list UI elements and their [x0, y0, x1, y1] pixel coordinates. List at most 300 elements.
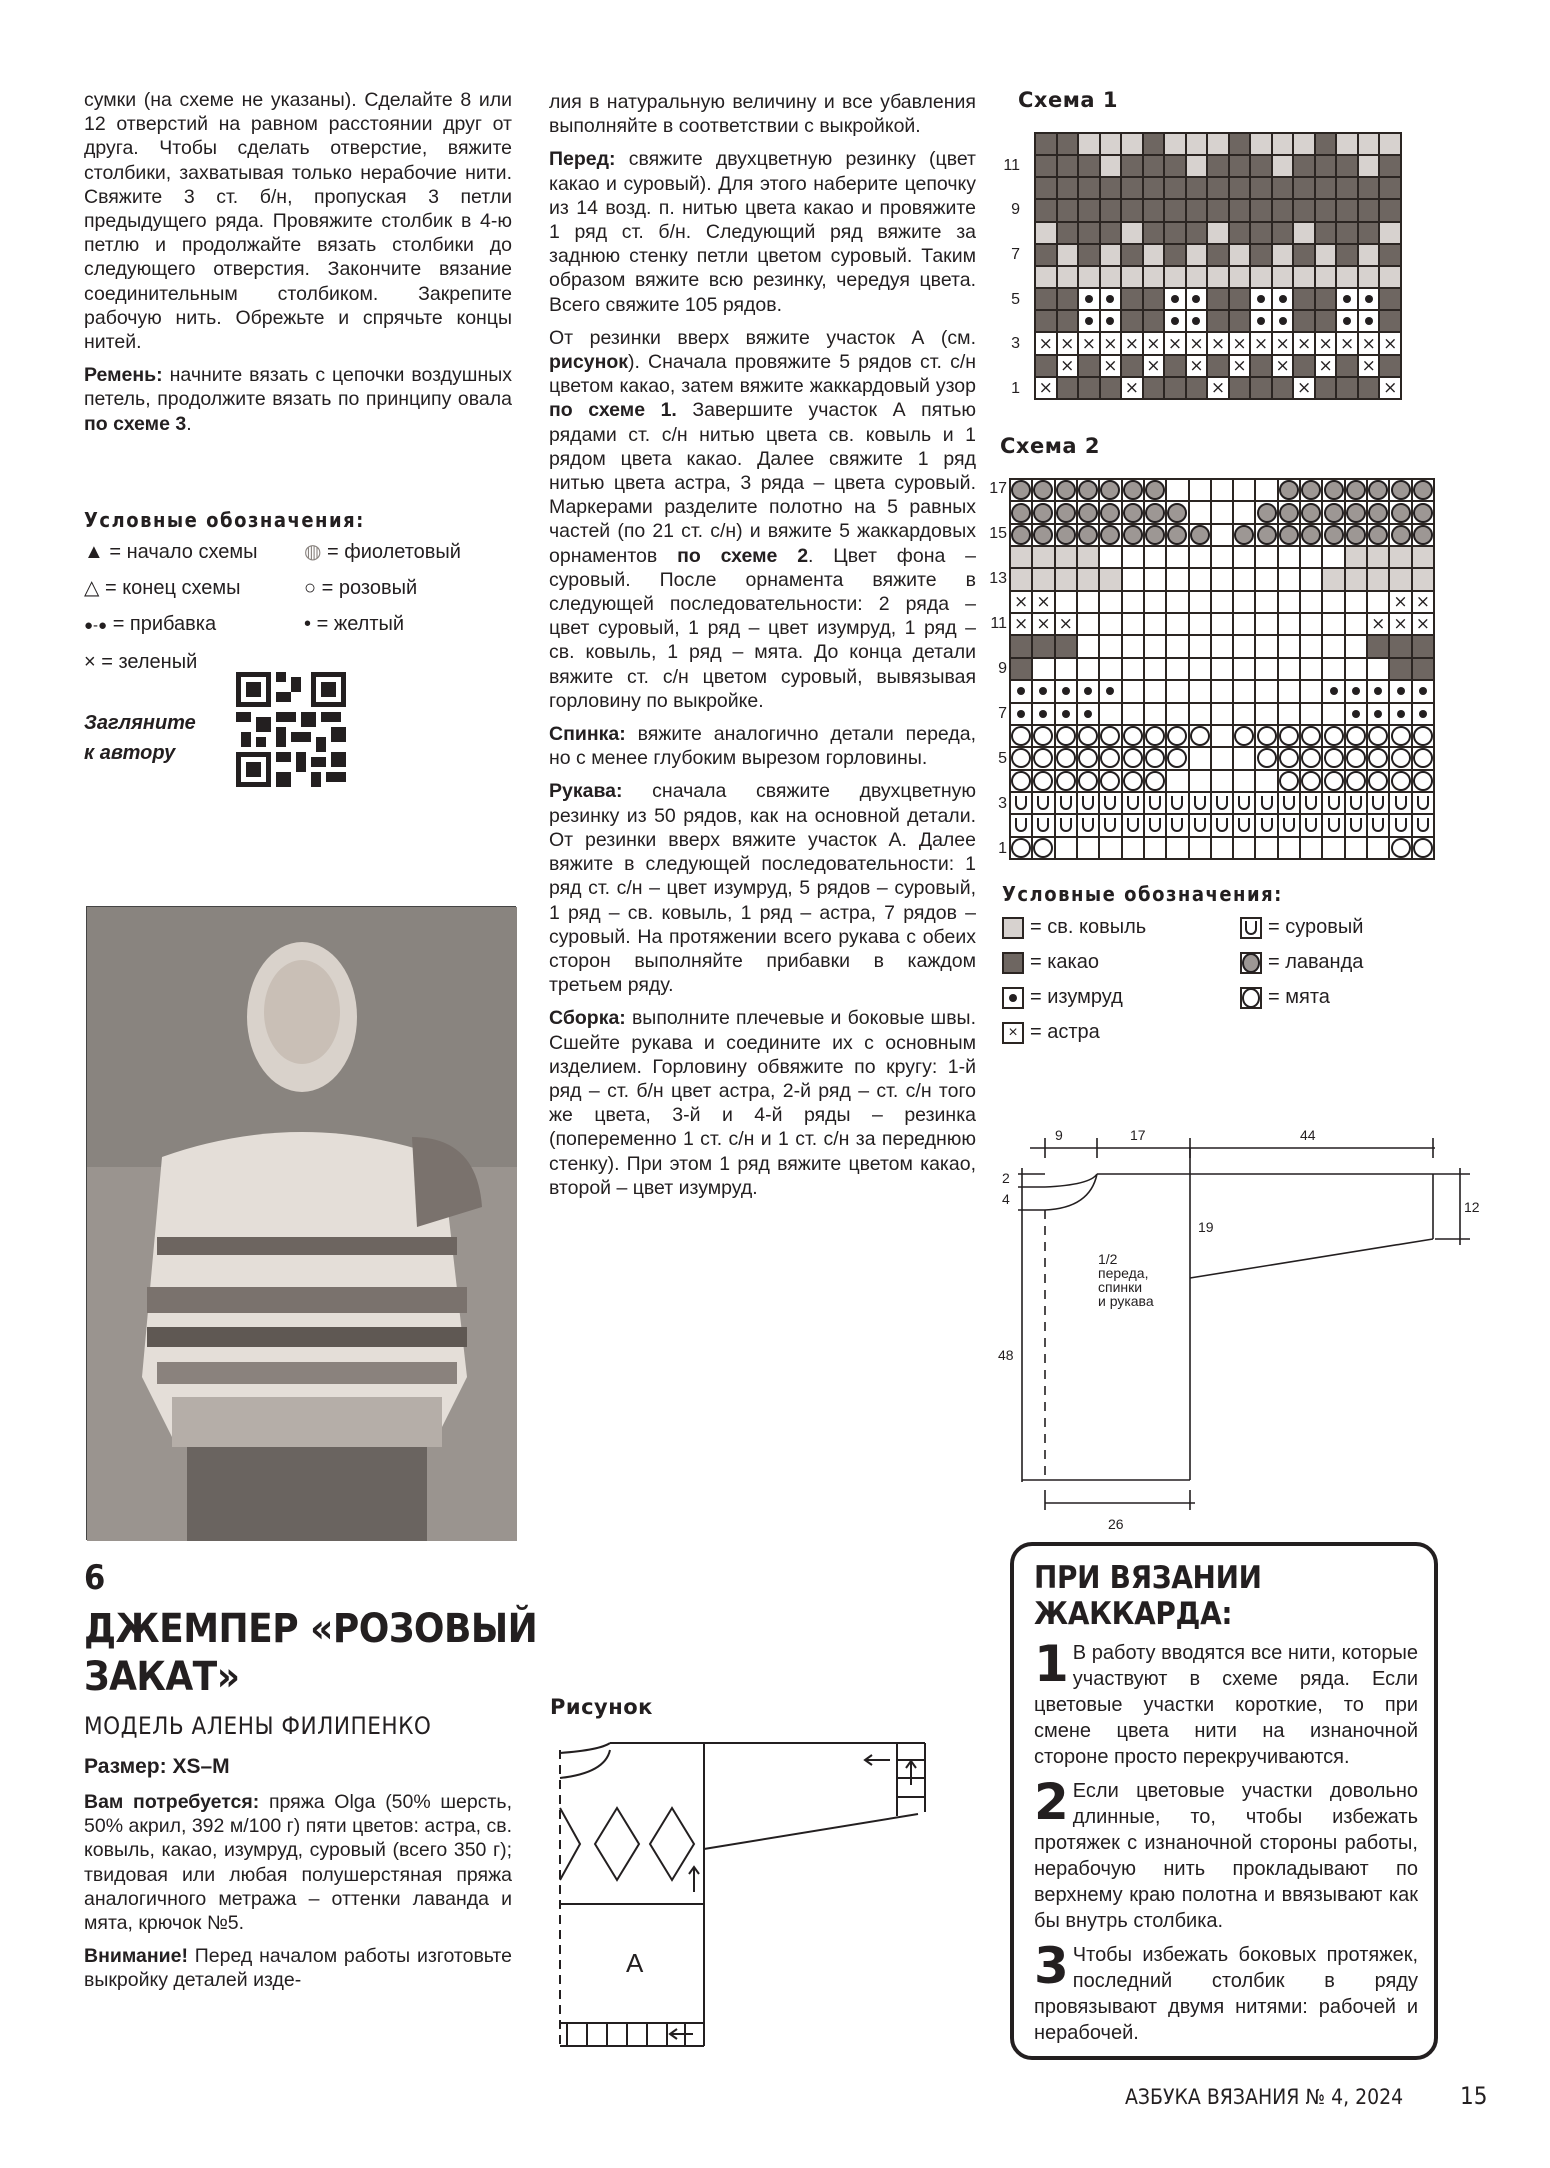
chart-cell: [1346, 547, 1366, 567]
chart-cell: [1323, 502, 1343, 522]
chart-cell: [1337, 267, 1357, 287]
row-number-label: 11: [1003, 156, 1020, 174]
dim-cuff: 12: [1464, 1199, 1480, 1215]
chart-cell: ×: [1316, 333, 1336, 353]
project-number: 6: [84, 1558, 106, 1598]
chart-cell: [1122, 289, 1142, 309]
chart-cell: [1212, 793, 1232, 813]
chart-cell: [1273, 156, 1293, 176]
chart-cell: [1301, 793, 1321, 813]
chart-cell: [1234, 480, 1254, 500]
chart-cell: [1368, 838, 1388, 858]
chart-cell: [1251, 223, 1271, 243]
legend-item-lavender: = лаванда: [1240, 945, 1363, 980]
pattern-schematic: [990, 1110, 1480, 1532]
chart-cell: [1234, 815, 1254, 835]
chart-cell: [1316, 245, 1336, 265]
tip-number: 2: [1034, 1773, 1069, 1831]
chart-cell: [1078, 502, 1098, 522]
chart-cell: [1123, 704, 1143, 724]
chart-cell: [1078, 547, 1098, 567]
chart-cell: [1390, 569, 1410, 589]
chart-cell: [1056, 569, 1076, 589]
dim-neck-back: 2: [1002, 1170, 1010, 1186]
row-number-label: 11: [990, 615, 1007, 633]
chart-cell: [1100, 592, 1120, 612]
chart-cell: [1011, 569, 1031, 589]
pattern-label: 1/2: [1098, 1251, 1118, 1267]
chart-cell: ×: [1036, 333, 1056, 353]
chart-cell: [1036, 356, 1056, 376]
chart-cell: [1256, 592, 1276, 612]
chart-cell: [1122, 267, 1142, 287]
chart-cell: [1208, 178, 1228, 198]
legend-end-item: △ = конец схемы: [84, 577, 241, 599]
row-number-label: 7: [998, 704, 1007, 722]
chart-cell: ×: [1187, 356, 1207, 376]
chart-cell: [1346, 726, 1366, 746]
attention-paragraph: Внимание! Перед началом работы изготовьте выкройку деталей изде-: [84, 1945, 512, 1992]
row-number-label: 9: [1011, 201, 1020, 219]
chart-cell: [1380, 200, 1400, 220]
project-title: ДЖЕМПЕР «РОЗОВЫЙ ЗАКАТ»: [84, 1606, 538, 1700]
chart-cell: [1101, 289, 1121, 309]
chart-cell: [1368, 815, 1388, 835]
chart-cell: [1230, 289, 1250, 309]
chart-cell: [1273, 267, 1293, 287]
triangle-outline-icon: △: [84, 577, 100, 599]
chart-cell: [1346, 569, 1366, 589]
chart-cell: [1123, 793, 1143, 813]
chart-cell: [1123, 592, 1143, 612]
chart-cell: [1337, 245, 1357, 265]
chart-cell: [1301, 636, 1321, 656]
chart-cell: [1279, 659, 1299, 679]
chart-cell: [1323, 838, 1343, 858]
chart-cell: [1413, 636, 1433, 656]
chart-cell: [1368, 659, 1388, 679]
chart-cell: [1230, 178, 1250, 198]
chart-cell: [1251, 178, 1271, 198]
chart-cell: [1056, 636, 1076, 656]
chart-cell: [1390, 748, 1410, 768]
chart-cell: [1122, 245, 1142, 265]
chart-cell: [1413, 771, 1433, 791]
chart-cell: [1101, 134, 1121, 154]
chart-cell: [1101, 200, 1121, 220]
chart2-container: [985, 478, 1445, 863]
chart-cell: [1101, 378, 1121, 398]
back-paragraph: Спинка: вяжите аналогично детали переда, но с менее глубоким вырезом горловины.: [549, 723, 976, 770]
chart-cell: ×: [1273, 356, 1293, 376]
chart-cell: [1056, 502, 1076, 522]
chart-cell: [1251, 200, 1271, 220]
chart-cell: ×: [1251, 333, 1271, 353]
chart-cell: [1144, 245, 1164, 265]
chart-cell: [1212, 480, 1232, 500]
chart-cell: [1078, 569, 1098, 589]
chart-cell: [1316, 156, 1336, 176]
dim-neck: 9: [1055, 1127, 1063, 1143]
chart-cell: [1273, 311, 1293, 331]
chart-cell: [1190, 793, 1210, 813]
chart-cell: [1011, 525, 1031, 545]
chart-cell: [1144, 134, 1164, 154]
chart-cell: [1167, 592, 1187, 612]
section-a-paragraph: От резинки вверх вяжите участок А (см. рисунок). Сначала провяжите 5 рядов ст. с/н цветом какао, затем вяжите жаккардовый узор по схеме 1. Завершите участок А пятью рядами ст. с/н нитью цвета св. ковыль и 1 рядом цвета какао. Далее свяжите 1 ряд нитью цвета астра, 3 ряда – цвета суровый. Маркерами разделите полотно на 5 равных частей (по 21 ст. с/н) и вяжите 5 жаккардовых орнаментов по схеме 2. Цвет фона – суровый. После орнамента вяжите в следующей последовательности: 2 ряда – цвет суровый, 1 ряд – цвет изумруд, 1 ряд – св. ковыль, 1 ряд – мята. До конца детали вяжите ст. с/н цветом суровый, вывязывая горловину по выкройке.: [549, 326, 976, 712]
chart-cell: [1359, 178, 1379, 198]
chart-cell: ×: [1187, 333, 1207, 353]
chart-cell: [1145, 748, 1165, 768]
chart-cell: [1145, 480, 1165, 500]
chart-cell: [1187, 156, 1207, 176]
chart-cell: [1346, 502, 1366, 522]
chart-cell: [1145, 547, 1165, 567]
chart-cell: [1212, 659, 1232, 679]
chart-cell: [1144, 289, 1164, 309]
chart-cell: [1390, 525, 1410, 545]
chart-cell: [1058, 311, 1078, 331]
chart-cell: [1368, 771, 1388, 791]
chart-cell: [1033, 636, 1053, 656]
chart-cell: [1058, 378, 1078, 398]
chart-cell: ×: [1359, 333, 1379, 353]
chart-cell: [1011, 659, 1031, 679]
chart-cell: [1301, 525, 1321, 545]
chart-cell: [1273, 245, 1293, 265]
chart-cell: [1368, 525, 1388, 545]
chart-cell: [1123, 659, 1143, 679]
chart-cell: [1165, 178, 1185, 198]
chart-cell: [1279, 748, 1299, 768]
chart-cell: [1413, 502, 1433, 522]
chart-cell: [1036, 223, 1056, 243]
qr-caption: Загляните к автору: [84, 712, 196, 764]
chart-cell: [1058, 289, 1078, 309]
chart-cell: [1100, 636, 1120, 656]
chart-cell: [1187, 267, 1207, 287]
chart-cell: ×: [1208, 333, 1228, 353]
chart-cell: [1079, 245, 1099, 265]
chart-cell: [1078, 480, 1098, 500]
chart-cell: [1212, 636, 1232, 656]
chart-cell: [1234, 771, 1254, 791]
materials-section: [84, 1790, 512, 2002]
chart-cell: [1078, 704, 1098, 724]
tip-item: 1 В работу вводятся все нити, которые участвуют в схеме ряда. Если цветовые участки короткие, то при смене цвета нити на изнаночной стороне просто перекручиваются.: [1034, 1635, 1418, 1768]
chart-cell: [1123, 502, 1143, 522]
chart-cell: [1187, 178, 1207, 198]
chart-cell: [1368, 748, 1388, 768]
dim-half-width: 26: [1108, 1516, 1124, 1532]
chart-cell: [1294, 289, 1314, 309]
chart-cell: [1251, 134, 1271, 154]
chart-cell: [1390, 726, 1410, 746]
chart-cell: [1100, 838, 1120, 858]
chart-cell: [1190, 480, 1210, 500]
chart-cell: [1380, 289, 1400, 309]
chart-cell: [1056, 704, 1076, 724]
chart-cell: [1145, 838, 1165, 858]
chart-cell: [1187, 378, 1207, 398]
chart-cell: ×: [1033, 592, 1053, 612]
chart-cell: ×: [1079, 333, 1099, 353]
chart-cell: ×: [1380, 378, 1400, 398]
belt-label: Ремень:: [84, 364, 163, 387]
legend-increase-item: ●-● = прибавка: [84, 613, 217, 635]
chart-cell: [1380, 356, 1400, 376]
chart-cell: [1144, 267, 1164, 287]
chart-cell: [1234, 547, 1254, 567]
chart-cell: [1256, 569, 1276, 589]
chart2-title: Схема 2: [1000, 434, 1100, 458]
chart-cell: [1368, 592, 1388, 612]
chart-cell: [1251, 156, 1271, 176]
chart-cell: [1346, 704, 1366, 724]
chart-cell: [1122, 311, 1142, 331]
chart-cell: [1101, 311, 1121, 331]
chart-cell: [1079, 200, 1099, 220]
left-column-text: [84, 88, 512, 445]
chart-cell: [1234, 592, 1254, 612]
chart-cell: [1212, 771, 1232, 791]
chart-cell: ×: [1273, 333, 1293, 353]
chart-cell: [1390, 659, 1410, 679]
legend-item-aster: × = астра: [1002, 1015, 1240, 1050]
chart-cell: [1230, 134, 1250, 154]
chart-cell: [1123, 771, 1143, 791]
row-number-label: 3: [1011, 335, 1020, 353]
chart-cell: [1208, 267, 1228, 287]
chart-cell: [1359, 200, 1379, 220]
chart-cell: [1033, 726, 1053, 746]
chart-cell: [1359, 311, 1379, 331]
chart1-container: [1000, 130, 1410, 400]
chart-cell: [1390, 502, 1410, 522]
chart-cell: [1056, 793, 1076, 813]
chart-cell: [1145, 726, 1165, 746]
chart-cell: [1413, 815, 1433, 835]
chart-cell: [1100, 704, 1120, 724]
qr-code[interactable]: [236, 672, 346, 787]
chart-cell: [1100, 815, 1120, 835]
legend-start-item: ▲ = начало схемы: [84, 541, 258, 563]
chart-cell: [1167, 704, 1187, 724]
chart-cell: [1167, 793, 1187, 813]
chart-cell: [1346, 636, 1366, 656]
chart-cell: [1301, 704, 1321, 724]
chart-cell: [1368, 502, 1388, 522]
chart-cell: [1165, 156, 1185, 176]
chart-cell: ×: [1033, 614, 1053, 634]
chart-cell: [1165, 356, 1185, 376]
chart-cell: ×: [1359, 356, 1379, 376]
chart-cell: [1368, 704, 1388, 724]
chart-cell: [1123, 815, 1143, 835]
legend-item-kovyl: = св. ковыль: [1002, 910, 1240, 945]
chart-cell: [1390, 793, 1410, 813]
chart-cell: [1167, 681, 1187, 701]
chart-cell: [1056, 525, 1076, 545]
chart-cell: [1301, 838, 1321, 858]
chart-cell: ×: [1208, 378, 1228, 398]
chart-cell: [1256, 748, 1276, 768]
chart-cell: [1145, 614, 1165, 634]
chart-cell: [1187, 245, 1207, 265]
row-number-label: 1: [998, 839, 1007, 857]
drawing-title: Рисунок: [550, 1695, 653, 1719]
chart-cell: [1230, 267, 1250, 287]
tip-item: 3 Чтобы избежать боковых протяжек, последний столбик в ряду провязывают двумя нитями: рабочей и нерабочей.: [1034, 1937, 1418, 2044]
chart-cell: [1190, 704, 1210, 724]
chart-cell: [1380, 178, 1400, 198]
chart-cell: [1359, 134, 1379, 154]
chart-cell: [1167, 771, 1187, 791]
triangle-filled-icon: ▲: [84, 541, 104, 563]
chart-cell: [1056, 659, 1076, 679]
chart-cell: [1122, 178, 1142, 198]
chart-cell: [1251, 245, 1271, 265]
chart-cell: [1279, 525, 1299, 545]
chart-cell: [1056, 838, 1076, 858]
chart-cell: [1079, 267, 1099, 287]
chart-cell: [1273, 200, 1293, 220]
chart-cell: [1079, 223, 1099, 243]
row-number-label: 5: [998, 749, 1007, 767]
chart-cell: [1033, 569, 1053, 589]
chart-cell: [1212, 748, 1232, 768]
chart-cell: [1359, 223, 1379, 243]
tips-title: ПРИ ВЯЗАНИИ ЖАККАРДА:: [1034, 1560, 1262, 1632]
chart-cell: [1058, 223, 1078, 243]
materials-paragraph: Вам потребуется: пряжа Olga (50% шерсть, 50% акрил, 392 м/100 г) пяти цветов: астра, св. ковыль, какао, изумруд, суровый (всего 350 г); твидовая или любая полушерстяная пряжа аналогичного метража – оттенки лаванда и мята, крючок №5.: [84, 1791, 513, 1935]
chart-cell: [1323, 771, 1343, 791]
chart-cell: [1413, 659, 1433, 679]
chart-cell: ×: [1413, 614, 1433, 634]
chart-cell: [1390, 771, 1410, 791]
chart1-title: Схема 1: [1018, 88, 1118, 112]
chart-cell: [1122, 200, 1142, 220]
chart-cell: ×: [1101, 333, 1121, 353]
sweater-schematic: [560, 1740, 990, 2070]
chart-cell: [1122, 356, 1142, 376]
chart-cell: [1208, 200, 1228, 220]
chart-cell: [1279, 726, 1299, 746]
chart-cell: [1036, 200, 1056, 220]
chart-cell: [1011, 771, 1031, 791]
chart-cell: [1279, 704, 1299, 724]
legend-item-cocoa: = какао: [1002, 945, 1240, 980]
chart-cell: [1058, 134, 1078, 154]
dark-swatch-icon: [1002, 952, 1024, 974]
chart-cell: [1079, 178, 1099, 198]
chart-cell: [1212, 547, 1232, 567]
chart-cell: [1294, 200, 1314, 220]
chart-cell: [1212, 704, 1232, 724]
chart-cell: [1359, 378, 1379, 398]
chart-cell: [1234, 525, 1254, 545]
chart-cell: [1145, 636, 1165, 656]
chart-cell: [1123, 569, 1143, 589]
chart-cell: ×: [1368, 614, 1388, 634]
chart-cell: ×: [1144, 356, 1164, 376]
chart-cell: [1346, 748, 1366, 768]
chart-cell: [1212, 502, 1232, 522]
chart-cell: [1144, 178, 1164, 198]
chart-cell: [1208, 356, 1228, 376]
chart-cell: [1256, 525, 1276, 545]
chart-cell: [1390, 547, 1410, 567]
chart-cell: [1380, 156, 1400, 176]
chart-cell: [1294, 178, 1314, 198]
chart-cell: [1145, 793, 1165, 813]
chart-cell: [1145, 659, 1165, 679]
chart-cell: [1234, 681, 1254, 701]
chart-cell: [1145, 681, 1165, 701]
chart-cell: [1359, 289, 1379, 309]
chart-cell: [1323, 815, 1343, 835]
tip-item: 2 Если цветовые участки довольно длинные, то, чтобы избежать протяжек с изнаночной стороны работы, нерабочую нить прокладывают по верхнему краю полотна и ввязывают как бы внутрь столбика.: [1034, 1773, 1418, 1932]
light-swatch-icon: [1002, 917, 1024, 939]
chart-cell: [1058, 245, 1078, 265]
chart-cell: [1316, 200, 1336, 220]
chart-cell: [1123, 480, 1143, 500]
legend-item-mint: = мята: [1240, 980, 1363, 1015]
chart-cell: [1079, 378, 1099, 398]
chart-cell: [1033, 480, 1053, 500]
dim-neck-front: 4: [1002, 1191, 1010, 1207]
dot-swatch-icon: [1002, 987, 1024, 1009]
chart-cell: [1056, 547, 1076, 567]
row-number-label: 5: [1011, 290, 1020, 308]
chart-cell: [1346, 480, 1366, 500]
chart-cell: [1273, 289, 1293, 309]
sleeves-paragraph: Рукава: сначала свяжите двухцветную резинку из 50 рядов, как на основной детали. От резинки вверх вяжите участок А. Далее вяжите в следующей последовательности: 1 ряд ст. с/н – цвет изумруд, 5 рядов – суровый, 1 ряд – св. ковыль, 1 ряд – астра, 7 рядов – суровый. На протяжении всего рукава с обеих сторон выполняйте прибавки в каждом третьем ряду.: [549, 780, 976, 997]
chart-cell: ×: [1294, 333, 1314, 353]
chart-cell: [1301, 502, 1321, 522]
chart-cell: [1316, 289, 1336, 309]
chart-cell: [1033, 748, 1053, 768]
chart2-grid: [1009, 478, 1435, 860]
legend-violet-item: ◍ = фиолетовый: [304, 541, 461, 563]
chart-cell: [1316, 134, 1336, 154]
chart-cell: [1187, 223, 1207, 243]
chart-cell: [1380, 223, 1400, 243]
chart-cell: [1100, 480, 1120, 500]
chart-cell: [1413, 480, 1433, 500]
chart-cell: [1190, 592, 1210, 612]
chart-cell: [1337, 178, 1357, 198]
chart-cell: [1123, 547, 1143, 567]
chart-cell: [1100, 793, 1120, 813]
chart-cell: [1337, 200, 1357, 220]
chart-cell: [1323, 659, 1343, 679]
chart-cell: [1011, 502, 1031, 522]
chart-cell: [1294, 356, 1314, 376]
chart-cell: [1234, 793, 1254, 813]
chart-cell: [1079, 156, 1099, 176]
chart-cell: ×: [1390, 614, 1410, 634]
chart-cell: [1301, 547, 1321, 567]
chart-cell: [1273, 223, 1293, 243]
chart-cell: [1212, 681, 1232, 701]
chart-cell: [1190, 838, 1210, 858]
chart-cell: ×: [1056, 614, 1076, 634]
chart-cell: ×: [1122, 378, 1142, 398]
chart-cell: [1212, 592, 1232, 612]
chart-cell: [1359, 245, 1379, 265]
chart-cell: [1167, 659, 1187, 679]
